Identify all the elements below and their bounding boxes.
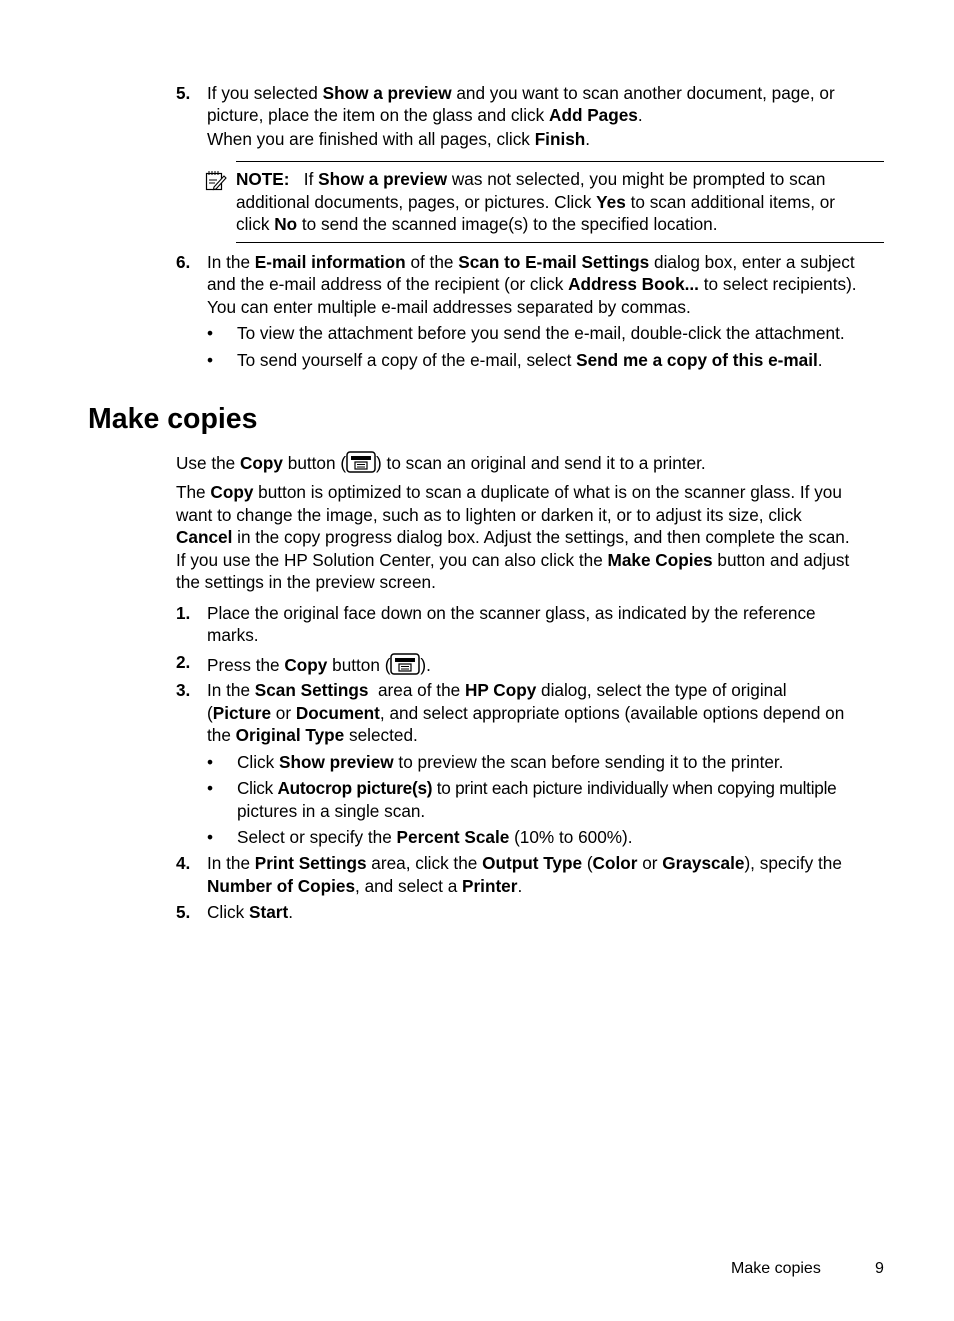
step-number: 4. — [176, 853, 191, 873]
step-2-line — [207, 653, 887, 681]
bullet: • — [207, 323, 214, 343]
section-heading: Make copies — [88, 403, 258, 435]
para-2-line-2: want to change the image, such as to lighten or darken it, or to adjust its size, click — [176, 505, 802, 525]
footer-section-name: Make copies — [731, 1260, 821, 1277]
step-number: 3. — [176, 680, 191, 700]
step-number: 5. — [176, 83, 191, 103]
step-2-text-post: ). — [420, 655, 431, 675]
step-5-line-3: When you are finished with all pages, click Finish. — [207, 129, 591, 149]
step-6-bullet-1: To view the attachment before you send the e-mail, double-click the attachment. — [237, 323, 845, 343]
step-3-line-3: the Original Type selected. — [207, 725, 418, 745]
step-1-line-2: marks. — [207, 625, 259, 645]
step-1-line-1: Place the original face down on the scanner glass, as indicated by the reference — [207, 603, 816, 623]
intro-text-post: ) to scan an original and send it to a printer. — [376, 453, 706, 473]
intro-line — [176, 451, 888, 479]
note-line-2: additional documents, pages, or pictures. Click Yes to scan additional items, or — [236, 192, 836, 212]
copy-button-icon — [390, 653, 420, 681]
step-5-line-1: If you selected Show a preview and you want to scan another document, page, or — [207, 83, 835, 103]
step-6-bullet-2: To send yourself a copy of the e-mail, select Send me a copy of this e-mail. — [237, 350, 823, 370]
intro-text-pre: Use the Copy button ( — [176, 453, 347, 473]
step-6-line-1: In the E-mail information of the Scan to E-mail Settings dialog box, enter a subject — [207, 252, 855, 272]
step-3-line-1: In the Scan Settings area of the HP Copy dialog, select the type of original — [207, 680, 787, 700]
step-2-text-pre: Press the Copy button ( — [207, 655, 391, 675]
bullet: • — [207, 778, 214, 798]
note-pencil-icon — [205, 170, 227, 192]
note-bottom-rule — [236, 242, 884, 243]
step-6-line-3: You can enter multiple e-mail addresses separated by commas. — [207, 297, 691, 317]
step-4-line-2: Number of Copies, and select a Printer. — [207, 876, 523, 896]
bullet: • — [207, 350, 214, 370]
step-3-bullet-2-line-2: pictures in a single scan. — [237, 801, 426, 821]
para-2-line-5: the settings in the preview screen. — [176, 572, 436, 592]
step-number: 6. — [176, 252, 191, 272]
step-number: 2. — [176, 652, 191, 672]
note-top-rule — [236, 161, 884, 162]
step-number: 5. — [176, 902, 191, 922]
step-4-line-1: In the Print Settings area, click the Output Type (Color or Grayscale), specify the — [207, 853, 842, 873]
note-line-3: click No to send the scanned image(s) to the specified location. — [236, 214, 718, 234]
bullet: • — [207, 752, 214, 772]
copy-button-icon — [346, 451, 376, 479]
step-3-bullet-2-line-1: Click Autocrop picture(s) to print each picture individually when copying multiple — [237, 778, 837, 798]
footer-page-number: 9 — [875, 1260, 884, 1277]
step-number: 1. — [176, 603, 191, 623]
step-3-bullet-3: Select or specify the Percent Scale (10% to 600%). — [237, 827, 633, 847]
step-3-line-2: (Picture or Document, and select appropriate options (available options depend on — [207, 703, 845, 723]
bullet: • — [207, 827, 214, 847]
para-2-line-4: If you use the HP Solution Center, you can also click the Make Copies button and adjust — [176, 550, 850, 570]
para-2-line-1: The Copy button is optimized to scan a duplicate of what is on the scanner glass. If you — [176, 482, 842, 502]
note-line-1: NOTE: If Show a preview was not selected, you might be prompted to scan — [236, 169, 826, 189]
step-5-line-2: picture, place the item on the glass and click Add Pages. — [207, 105, 643, 125]
step-5-line: Click Start. — [207, 902, 293, 922]
para-2-line-3: Cancel in the copy progress dialog box. Adjust the settings, and then complete the scan. — [176, 527, 850, 547]
step-3-bullet-1: Click Show preview to preview the scan before sending it to the printer. — [237, 752, 784, 772]
step-6-line-2: and the e-mail address of the recipient (or click Address Book... to select recipients). — [207, 274, 857, 294]
